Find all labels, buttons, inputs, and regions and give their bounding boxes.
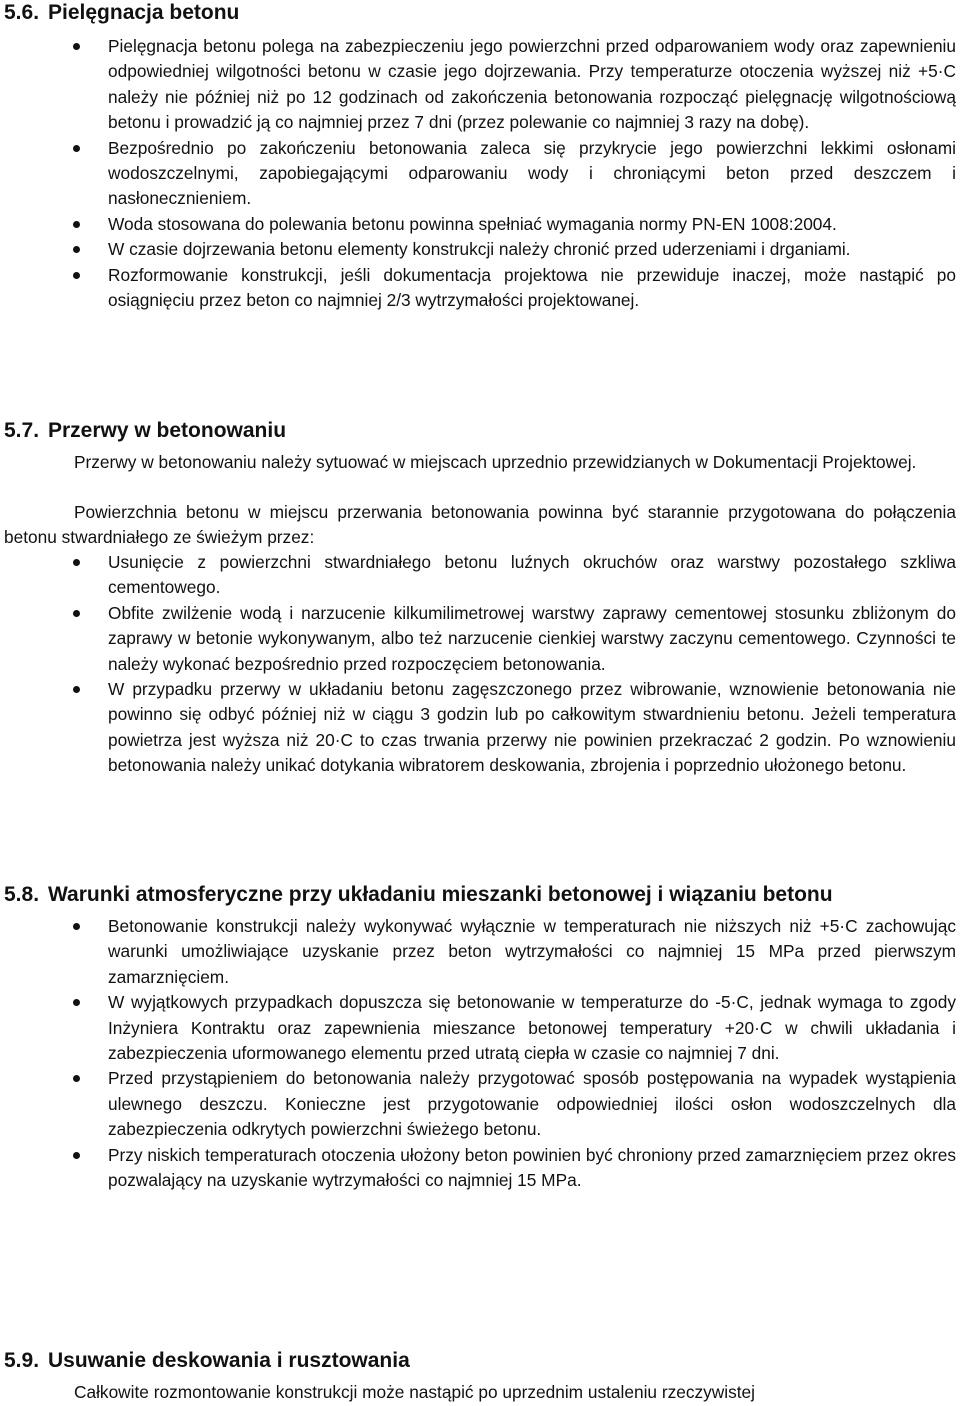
- bullet-icon: [73, 43, 80, 50]
- section-heading-5-7: [4, 418, 286, 444]
- paragraph: Przerwy w betonowaniu należy sytuować w miejscach uprzednio przewidzianych w Dokumentacji Projektowej.: [74, 452, 917, 472]
- section-heading-5-6: [4, 0, 239, 26]
- section-number: 5.7.: [4, 419, 40, 442]
- section-title: Usuwanie deskowania i rusztowania: [48, 1349, 410, 1372]
- section-heading-5-9: [4, 1348, 410, 1374]
- list-item: Przed przystąpieniem do betonowania należy przygotować sposób postępowania na wypadek wystąpienia ulewnego deszczu. Konieczne jest przygotowanie odpowiedniej ilości osłon wodoszczelnych dla zabezpieczenia odkrytych powierzchni świeżego betonu.: [0, 1066, 960, 1142]
- bullet-icon: [73, 1075, 80, 1082]
- list-item: W wyjątkowych przypadkach dopuszcza się betonowanie w temperaturze do -5·C, jednak wymaga to zgody Inżyniera Kontraktu oraz zapewnienia mieszance betonowej temperatury +20·C w chwili układania i zabezpieczenia uformowanego elementu przed utratą ciepła w czasie co najmniej 7 dni.: [0, 990, 960, 1066]
- section-5-6-list: [0, 34, 960, 313]
- list-item: Usunięcie z powierzchni stwardniałego betonu luźnych okruchów oraz warstwy pozostałego szkliwa cementowego.: [0, 550, 960, 601]
- bullet-icon: [73, 221, 80, 228]
- section-number: 5.9.: [4, 1349, 40, 1372]
- bullet-icon: [73, 559, 80, 566]
- bullet-icon: [73, 923, 80, 930]
- section-5-7-list: [0, 550, 960, 779]
- list-item: Obfite zwilżenie wodą i narzucenie kilkumilimetrowej warstwy zaprawy cementowej stosunku zbliżonym do zaprawy w betonie wykonywanym, albo też narzucenie cienkiej warstwy zaczynu cementowego. Czynności te należy wykonać bezpośrednio przed rozpoczęciem betonowania.: [0, 601, 960, 677]
- bullet-icon: [73, 1152, 80, 1159]
- list-item: Przy niskich temperaturach otoczenia ułożony beton powinien być chroniony przed zamarznięciem przez okres pozwalający na uzyskanie wytrzymałości co najmniej 15 MPa.: [0, 1143, 960, 1194]
- bullet-icon: [73, 246, 80, 253]
- bullet-icon: [73, 272, 80, 279]
- list-item: Woda stosowana do polewania betonu powinna spełniać wymagania normy PN-EN 1008:2004.: [0, 212, 960, 237]
- bullet-icon: [73, 686, 80, 693]
- bullet-icon: [73, 610, 80, 617]
- list-item: Pielęgnacja betonu polega na zabezpieczeniu jego powierzchni przed odparowaniem wody oraz zapewnieniu odpowiedniej wilgotności betonu w czasie jego dojrzewania. Przy temperaturze otoczenia wyższej niż +5·C należy nie później niż po 12 godzinach od zakończenia betonowania rozpocząć pielęgnację wilgotnościową betonu i prowadzić ją co najmniej przez 7 dni (przez polewanie co najmniej 3 razy na dobę).: [0, 34, 960, 136]
- section-title: Pielęgnacja betonu: [48, 1, 240, 24]
- list-item: Betonowanie konstrukcji należy wykonywać wyłącznie w temperaturach nie niższych niż +5·C zachowując warunki umożliwiające uzyskanie przez beton wytrzymałości co najmniej 15 MPa przed pierwszym zamarznięciem.: [0, 914, 960, 990]
- section-title: Przerwy w betonowaniu: [48, 419, 287, 442]
- list-item: W czasie dojrzewania betonu elementy konstrukcji należy chronić przed uderzeniami i drganiami.: [0, 237, 960, 262]
- bullet-icon: [73, 999, 80, 1006]
- list-item: Rozformowanie konstrukcji, jeśli dokumentacja projektowa nie przewiduje inaczej, może nastąpić po osiągnięciu przez beton co najmniej 2/3 wytrzymałości projektowanej.: [0, 263, 960, 314]
- paragraph: Powierzchnia betonu w miejscu przerwania betonowania powinna być starannie przygotowana do połączenia betonu stwardniałego ze świeżym przez:: [4, 502, 956, 548]
- bullet-icon: [73, 145, 80, 152]
- paragraph: Całkowite rozmontowanie konstrukcji może nastąpić po uprzednim ustaleniu rzeczywistej: [74, 1382, 755, 1402]
- section-number: 5.6.: [4, 1, 40, 24]
- section-title: Warunki atmosferyczne przy układaniu mieszanki betonowej i wiązaniu betonu: [48, 883, 833, 906]
- list-item: W przypadku przerwy w układaniu betonu zagęszczonego przez wibrowanie, wznowienie betonowania nie powinno się odbyć później niż w ciągu 3 godzin lub po całkowitym stwardnieniu betonu. Jeżeli temperatura powietrza jest wyższa niż 20·C to czas trwania przerwy nie powinien przekraczać 2 godzin. Po wznowieniu betonowania należy unikać dotykania wibratorem deskowania, zbrojenia i poprzednio ułożonego betonu.: [0, 677, 960, 779]
- section-number: 5.8.: [4, 883, 40, 906]
- section-5-8-list: [0, 914, 960, 1193]
- list-item: Bezpośrednio po zakończeniu betonowania zaleca się przykrycie jego powierzchni lekkimi osłonami wodoszczelnymi, zapobiegającymi odparowaniu wody i chroniącymi beton przed deszczem i nasłonecznieniem.: [0, 136, 960, 212]
- section-heading-5-8: [4, 882, 833, 908]
